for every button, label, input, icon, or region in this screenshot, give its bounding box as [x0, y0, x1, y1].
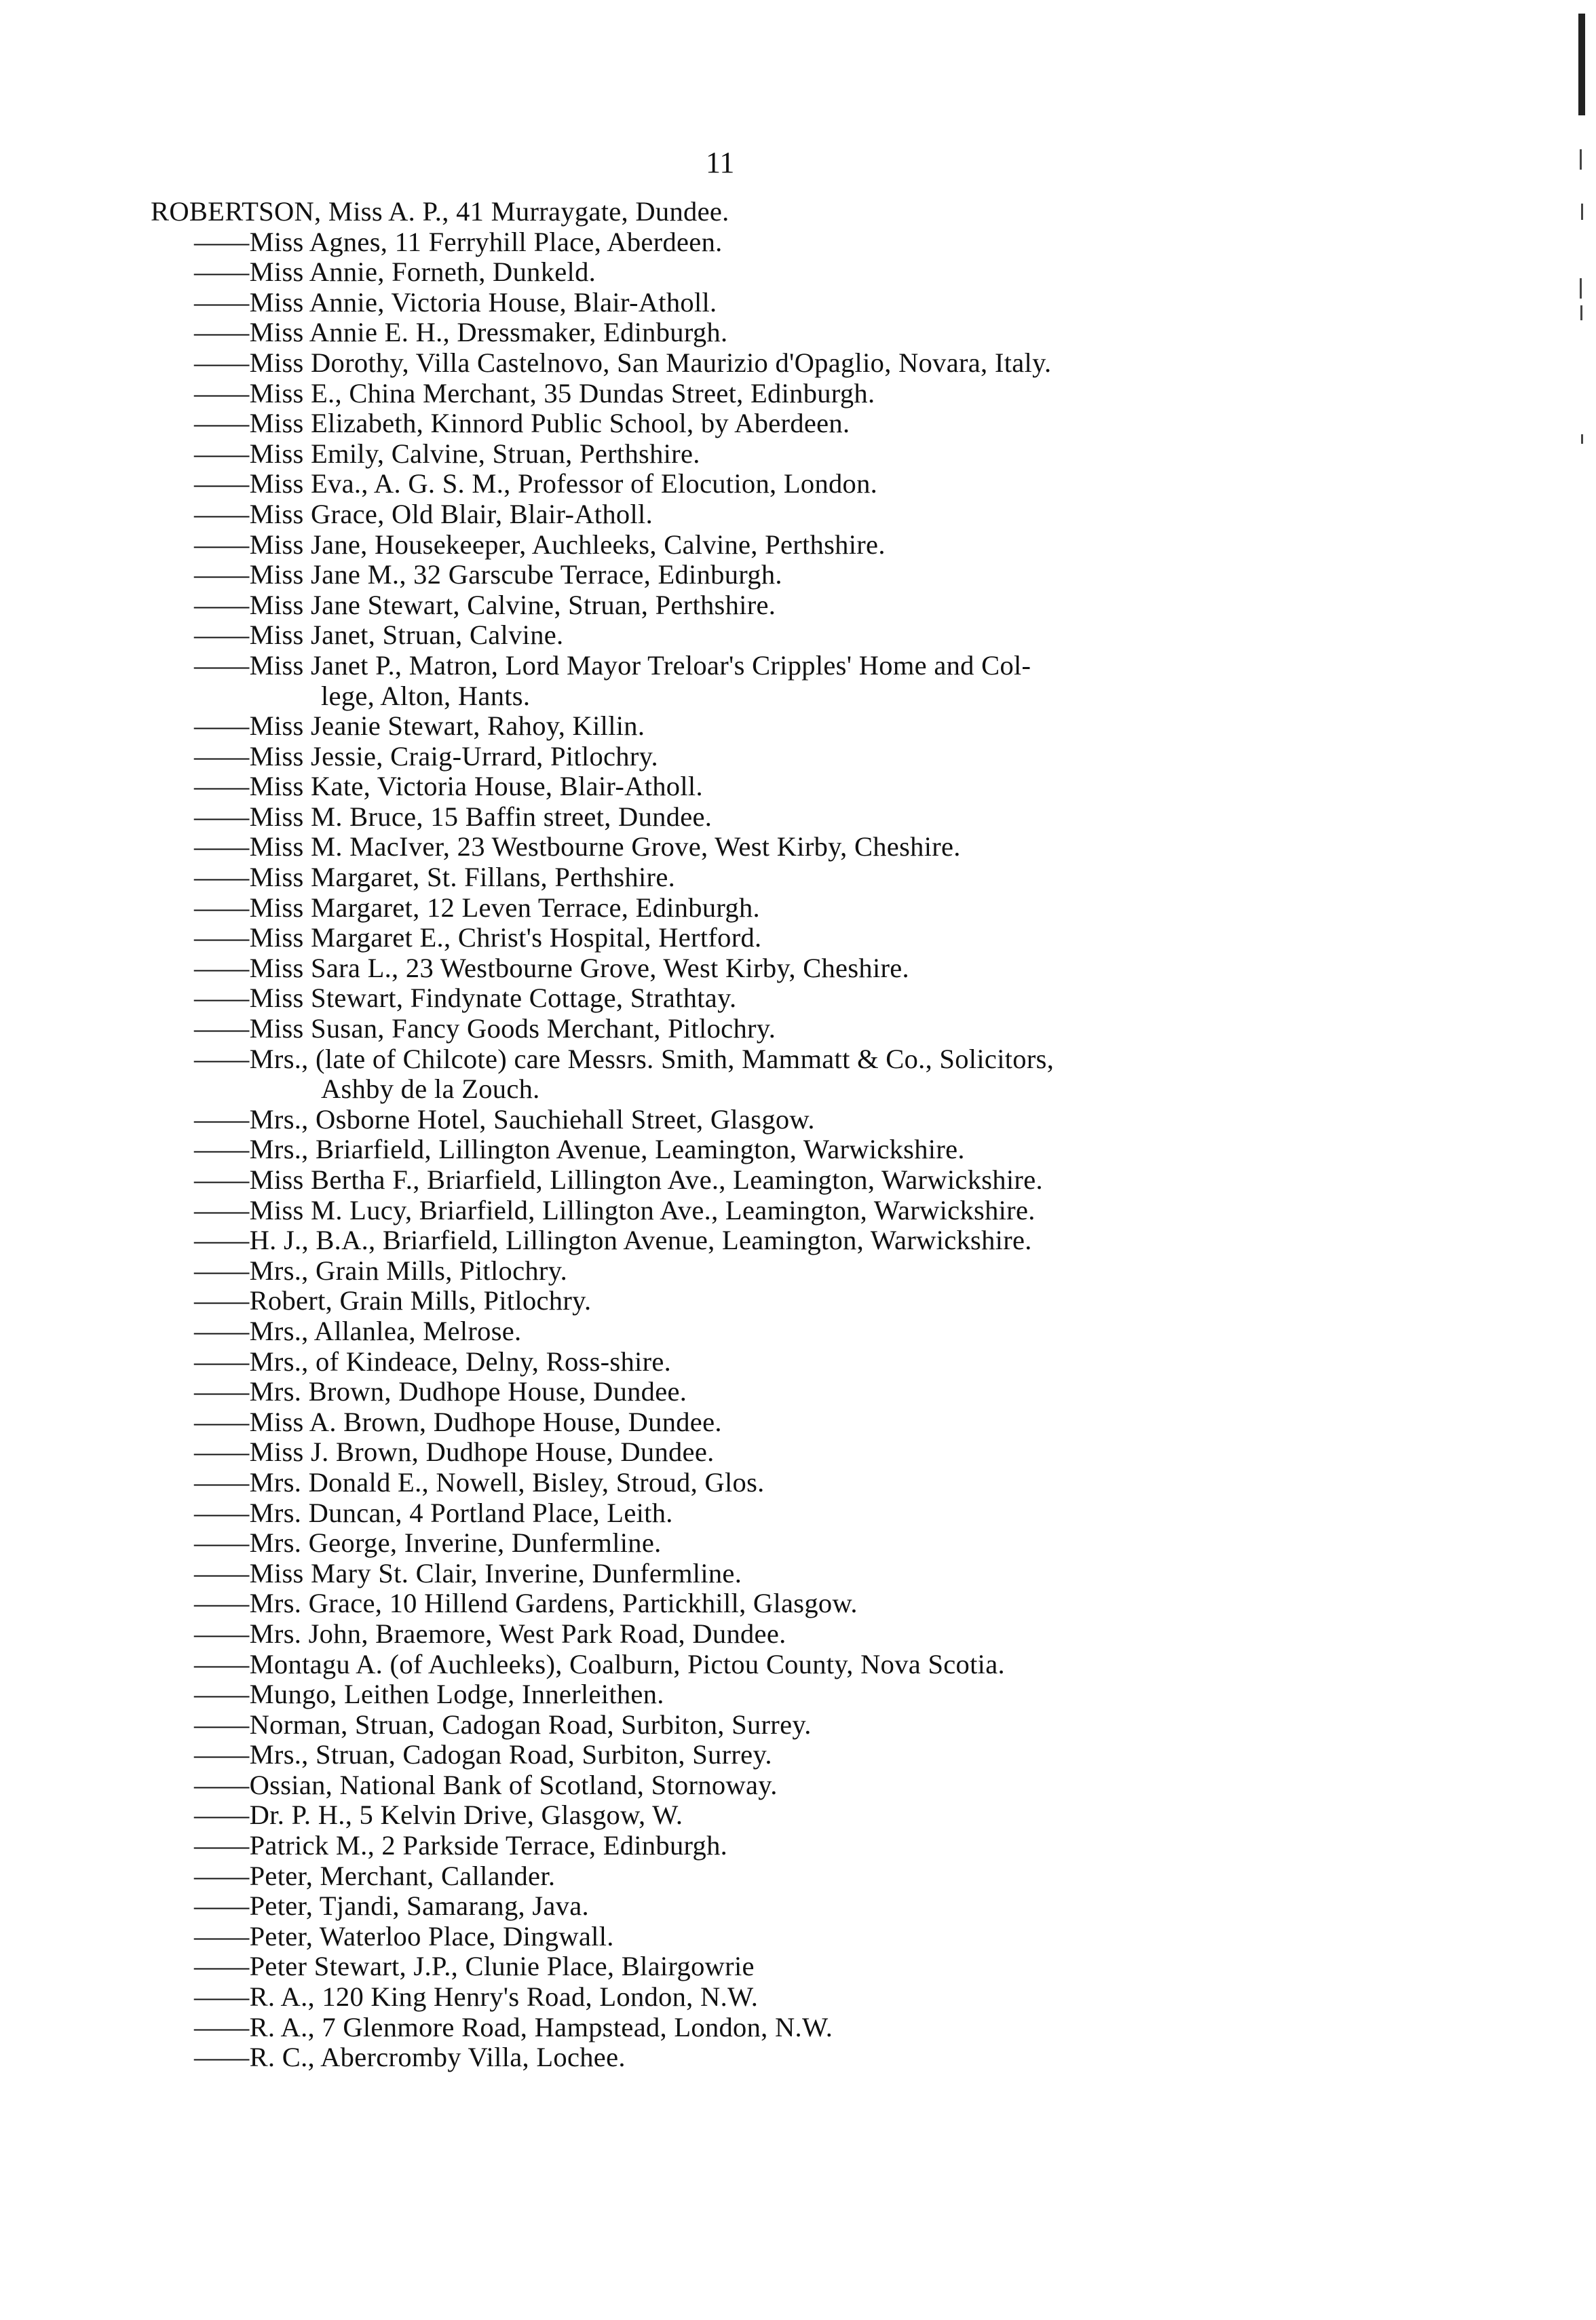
directory-entry: ——Miss E., China Merchant, 35 Dundas Street, Edinburgh.: [194, 377, 875, 408]
directory-entry: ——Mrs., Grain Mills, Pitlochry.: [194, 1255, 568, 1286]
directory-entry: ——Miss Margaret, 12 Leven Terrace, Edinburgh.: [194, 892, 760, 923]
directory-entry-continuation: Ashby de la Zouch.: [321, 1073, 540, 1105]
directory-entry: ——Mrs. Brown, Dudhope House, Dundee.: [194, 1376, 687, 1407]
page-number: 11: [706, 146, 735, 179]
directory-entry: ——Montagu A. (of Auchleeks), Coalburn, Pictou County, Nova Scotia.: [194, 1648, 1005, 1679]
directory-entry: ——Peter, Waterloo Place, Dingwall.: [194, 1920, 614, 1952]
directory-entry: ——Miss Elizabeth, Kinnord Public School, by Aberdeen.: [194, 408, 850, 439]
scan-edge-tick: [1581, 204, 1583, 220]
directory-entry: ——Miss Bertha F., Briarfield, Lillington Ave., Leamington, Warwickshire.: [194, 1164, 1043, 1195]
directory-entry: ——Mrs. John, Braemore, West Park Road, Dundee.: [194, 1618, 786, 1649]
directory-entry: ——Mrs. Duncan, 4 Portland Place, Leith.: [194, 1497, 673, 1528]
directory-entry: ——Mrs. George, Inverine, Dunfermline.: [194, 1527, 662, 1559]
directory-entry: ——R. A., 7 Glenmore Road, Hampstead, London, N.W.: [194, 2011, 833, 2042]
directory-entry: ——Peter Stewart, J.P., Clunie Place, Blairgowrie: [194, 1951, 755, 1982]
directory-entry: ——R. C., Abercromby Villa, Lochee.: [194, 2042, 626, 2073]
directory-entry: ——Miss Jessie, Craig-Urrard, Pitlochry.: [194, 740, 658, 772]
directory-entry: ——Mrs. Grace, 10 Hillend Gardens, Partickhill, Glasgow.: [194, 1588, 858, 1619]
directory-entry: ——Miss Mary St. Clair, Inverine, Dunfermline.: [194, 1557, 742, 1589]
scan-edge-bar: [1578, 14, 1585, 115]
directory-entry: ——Miss Janet, Struan, Calvine.: [194, 620, 564, 651]
directory-entry: ——Miss Dorothy, Villa Castelnovo, San Maurizio d'Opaglio, Novara, Italy.: [194, 347, 1052, 378]
directory-entry: ——Mrs., (late of Chilcote) care Messrs. Smith, Mammatt & Co., Solicitors,: [194, 1043, 1054, 1074]
directory-entry: ——Miss Agnes, 11 Ferryhill Place, Aberdeen.: [194, 226, 723, 257]
directory-entry: ——Mrs., Osborne Hotel, Sauchiehall Street, Glasgow.: [194, 1103, 815, 1135]
directory-entry-continuation: lege, Alton, Hants.: [321, 680, 531, 711]
scan-edge-tick: [1581, 434, 1583, 444]
directory-entry: ——Miss M. MacIver, 23 Westbourne Grove, West Kirby, Cheshire.: [194, 831, 961, 862]
directory-entry: ——R. A., 120 King Henry's Road, London, N.W.: [194, 1981, 759, 2013]
directory-entry: ——Mrs., of Kindeace, Delny, Ross-shire.: [194, 1346, 672, 1377]
directory-entry: ——Miss Jane M., 32 Garscube Terrace, Edinburgh.: [194, 559, 782, 590]
directory-entry: ——Miss Kate, Victoria House, Blair-Atholl.: [194, 771, 703, 802]
directory-entry: ——Norman, Struan, Cadogan Road, Surbiton, Surrey.: [194, 1709, 812, 1740]
directory-entry: ——Miss Jane Stewart, Calvine, Struan, Perthshire.: [194, 589, 776, 620]
scan-edge-tick: [1580, 305, 1582, 320]
scan-edge-marks: [1570, 0, 1591, 475]
directory-entry: ——Miss Annie, Forneth, Dunkeld.: [194, 256, 596, 288]
directory-entry: ——Miss Sara L., 23 Westbourne Grove, West Kirby, Cheshire.: [194, 952, 909, 983]
directory-entry: ——Patrick M., 2 Parkside Terrace, Edinburgh.: [194, 1830, 728, 1861]
scan-edge-tick: [1580, 149, 1582, 170]
directory-entry: ——Miss Emily, Calvine, Struan, Perthshire.: [194, 438, 700, 469]
directory-entry: ——Miss Annie, Victoria House, Blair-Atholl.: [194, 286, 717, 318]
directory-entry: ——Dr. P. H., 5 Kelvin Drive, Glasgow, W.: [194, 1800, 683, 1831]
directory-entry: ——Mrs., Briarfield, Lillington Avenue, Leamington, Warwickshire.: [194, 1134, 965, 1165]
directory-entry: ——Miss Jeanie Stewart, Rahoy, Killin.: [194, 710, 645, 742]
directory-entry: ——Robert, Grain Mills, Pitlochry.: [194, 1285, 592, 1316]
scan-edge-tick: [1580, 278, 1582, 299]
directory-entry: ——H. J., B.A., Briarfield, Lillington Avenue, Leamington, Warwickshire.: [194, 1225, 1032, 1256]
directory-entry: ——Miss Annie E. H., Dressmaker, Edinburgh.: [194, 317, 728, 348]
directory-entry: ——Peter, Tjandi, Samarang, Java.: [194, 1890, 589, 1922]
directory-entry: ——Mrs., Struan, Cadogan Road, Surbiton, Surrey.: [194, 1739, 772, 1770]
directory-entry: ——Miss Margaret E., Christ's Hospital, Hertford.: [194, 922, 762, 953]
directory-entry: ——Miss Eva., A. G. S. M., Professor of Elocution, London.: [194, 468, 878, 499]
directory-entry: ——Miss A. Brown, Dudhope House, Dundee.: [194, 1406, 722, 1437]
directory-entry: ——Miss M. Bruce, 15 Baffin street, Dundee.: [194, 801, 712, 832]
directory-entry: ROBERTSON, Miss A. P., 41 Murraygate, Dundee.: [151, 196, 729, 227]
directory-entry: ——Miss Jane, Housekeeper, Auchleeks, Calvine, Perthshire.: [194, 529, 886, 560]
directory-entry: ——Miss Susan, Fancy Goods Merchant, Pitlochry.: [194, 1013, 776, 1044]
directory-entry: ——Miss Grace, Old Blair, Blair-Atholl.: [194, 498, 653, 529]
directory-entry: ——Miss Margaret, St. Fillans, Perthshire.: [194, 862, 676, 893]
directory-entry: ——Mungo, Leithen Lodge, Innerleithen.: [194, 1679, 664, 1710]
directory-entry: ——Miss Janet P., Matron, Lord Mayor Treloar's Cripples' Home and Col-: [194, 649, 1031, 681]
directory-entry: ——Miss Stewart, Findynate Cottage, Strathtay.: [194, 983, 737, 1014]
directory-entry: ——Miss J. Brown, Dudhope House, Dundee.: [194, 1437, 715, 1468]
directory-entry: ——Ossian, National Bank of Scotland, Stornoway.: [194, 1769, 778, 1800]
directory-entry: ——Miss M. Lucy, Briarfield, Lillington Ave., Leamington, Warwickshire.: [194, 1194, 1036, 1225]
directory-entry: ——Mrs., Allanlea, Melrose.: [194, 1315, 522, 1346]
directory-entry: ——Mrs. Donald E., Nowell, Bisley, Stroud, Glos.: [194, 1466, 765, 1498]
directory-entries: [151, 197, 1358, 2073]
directory-entry: ——Peter, Merchant, Callander.: [194, 1860, 556, 1891]
